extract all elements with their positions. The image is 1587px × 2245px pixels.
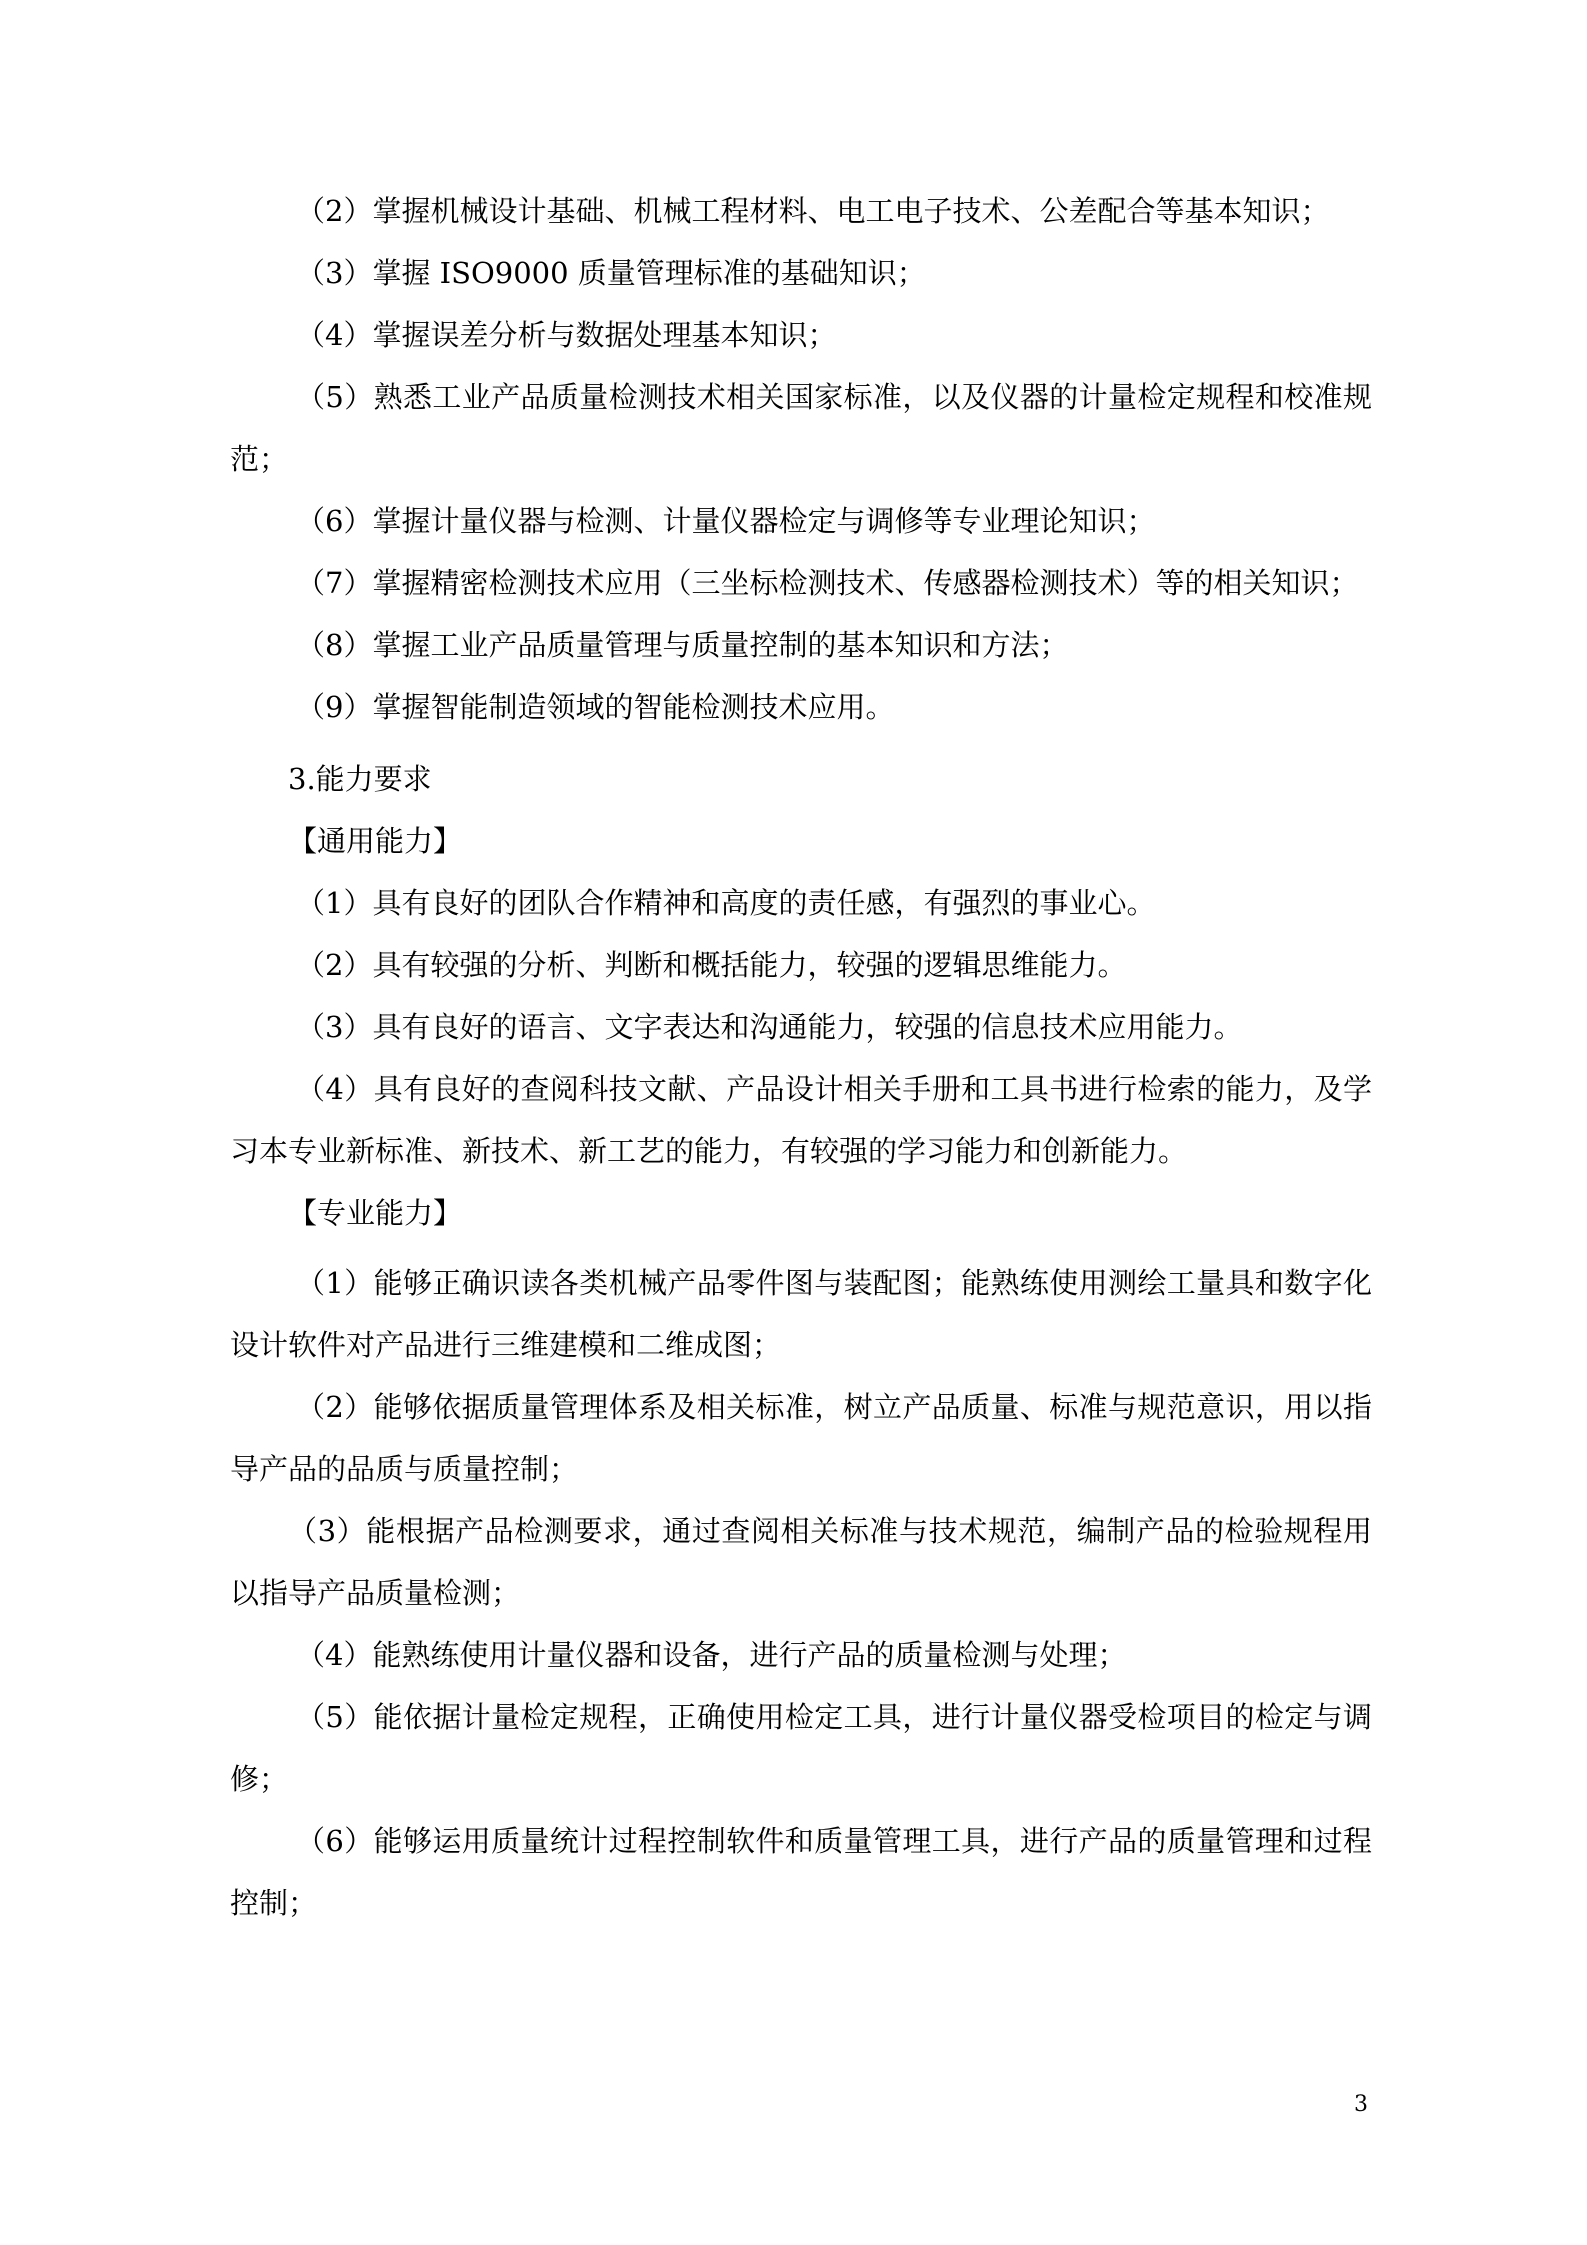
general-ability-item-4: （4）具有良好的查阅科技文献、产品设计相关手册和工具书进行检索的能力，及学习本专业新标准、新技术、新工艺的能力，有较强的学习能力和创新能力。 [230, 1072, 1372, 1168]
professional-ability-item-5: （5）能依据计量检定规程，正确使用检定工具，进行计量仪器受检项目的检定与调修； [230, 1700, 1372, 1796]
knowledge-item-9: （9）掌握智能制造领域的智能检测技术应用。 [296, 690, 895, 724]
professional-ability-item-1: （1）能够正确识读各类机械产品零件图与装配图；能熟练使用测绘工量具和数字化设计软件对产品进行三维建模和二维成图； [230, 1266, 1372, 1362]
knowledge-item-7: （7）掌握精密检测技术应用（三坐标检测技术、传感器检测技术）等的相关知识； [296, 566, 1359, 600]
general-ability-heading: 【通用能力】 [288, 824, 463, 858]
document-body [230, 180, 1372, 1934]
professional-ability-heading: 【专业能力】 [288, 1196, 463, 1230]
page-number: 3 [1354, 2092, 1368, 2117]
knowledge-item-4: （4）掌握误差分析与数据处理基本知识； [296, 318, 837, 352]
professional-ability-item-6: （6）能够运用质量统计过程控制软件和质量管理工具，进行产品的质量管理和过程控制； [230, 1824, 1372, 1920]
knowledge-item-6: （6）掌握计量仪器与检测、计量仪器检定与调修等专业理论知识； [296, 504, 1156, 538]
general-ability-item-1: （1）具有良好的团队合作精神和高度的责任感，有强烈的事业心。 [296, 886, 1156, 920]
general-ability-item-2: （2）具有较强的分析、判断和概括能力，较强的逻辑思维能力。 [296, 948, 1127, 982]
knowledge-item-2: （2）掌握机械设计基础、机械工程材料、电工电子技术、公差配合等基本知识； [296, 194, 1330, 228]
professional-ability-item-2: （2）能够依据质量管理体系及相关标准，树立产品质量、标准与规范意识，用以指导产品的品质与质量控制； [230, 1390, 1372, 1486]
section-title: 3.能力要求 [288, 762, 432, 796]
knowledge-item-5: （5）熟悉工业产品质量检测技术相关国家标准，以及仪器的计量检定规程和校准规范； [230, 380, 1372, 476]
professional-ability-item-3: （3）能根据产品检测要求，通过查阅相关标准与技术规范，编制产品的检验规程用以指导产品质量检测； [230, 1514, 1372, 1610]
professional-ability-item-4: （4）能熟练使用计量仪器和设备，进行产品的质量检测与处理； [296, 1638, 1127, 1672]
knowledge-item-8: （8）掌握工业产品质量管理与质量控制的基本知识和方法； [296, 628, 1069, 662]
knowledge-item-3: （3）掌握 ISO9000 质量管理标准的基础知识； [296, 256, 926, 290]
general-ability-item-3: （3）具有良好的语言、文字表达和沟通能力，较强的信息技术应用能力。 [296, 1010, 1243, 1044]
